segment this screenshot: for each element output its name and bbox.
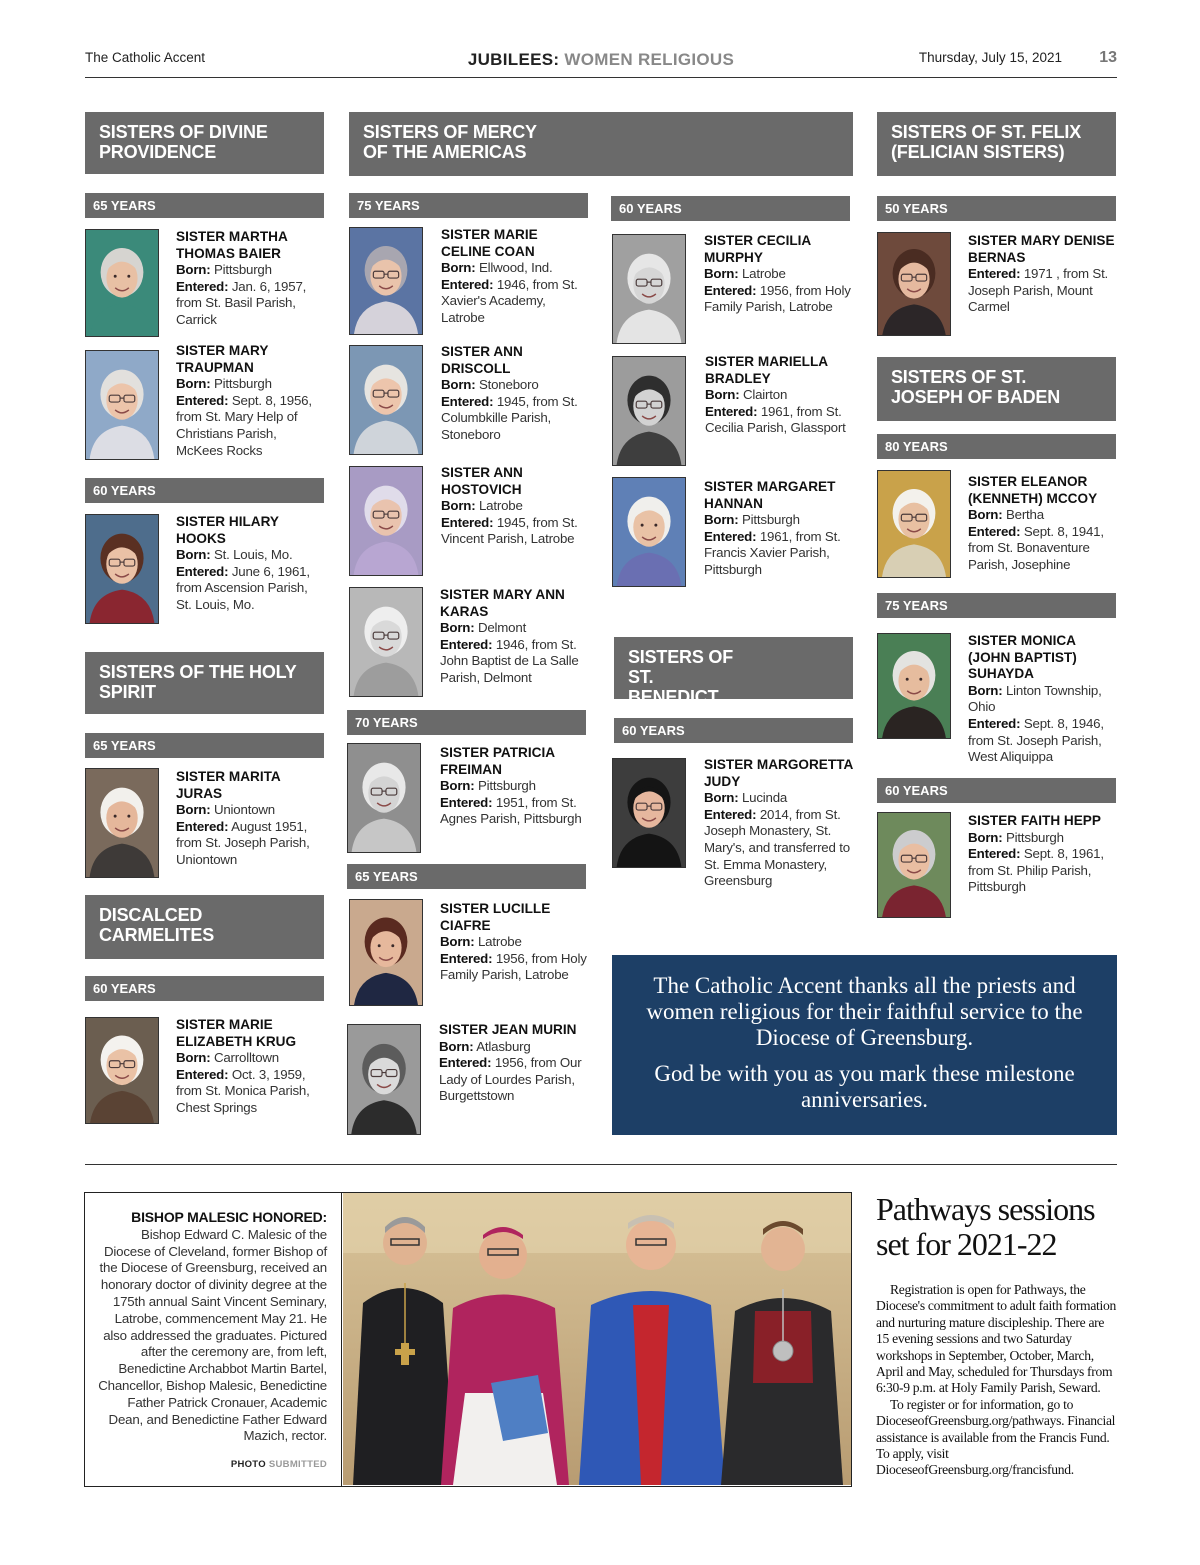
portrait-photo bbox=[612, 758, 686, 868]
sister-name: SISTER MARY DENISE BERNAS bbox=[968, 233, 1115, 265]
entered-detail: Sept. 8, 1946, from St. Joseph Parish, West Aliquippa bbox=[968, 715, 1104, 765]
jubilarian-entry: SISTER ELEANOR (KENNETH) MCCOY Born: Bertha Entered: Sept. 8, 1941, from St. Bonaventure Parish, Josephine bbox=[968, 474, 1118, 574]
jubilarian-entry: SISTER PATRICIA FREIMAN Born: Pittsburgh Entered: 1951, from St. Agnes Parish, Pittsburgh bbox=[440, 745, 590, 828]
blessing-text: God be with you as you mark these milestone anniversaries. bbox=[654, 1061, 1075, 1112]
years-bar: 65 YEARS bbox=[85, 733, 324, 758]
pathways-article bbox=[876, 1192, 1118, 1479]
portrait-illustration bbox=[613, 235, 685, 343]
portrait-photo bbox=[349, 345, 423, 455]
years-bar: 60 YEARS bbox=[611, 196, 850, 221]
jubilarian-entry: SISTER LUCILLE CIAFRE Born: Latrobe Entered: 1956, from Holy Family Parish, Latrobe bbox=[440, 901, 590, 984]
portrait-illustration bbox=[613, 357, 685, 465]
congregation-header: SISTERS OF ST. FELIX (FELICIAN SISTERS) bbox=[877, 112, 1116, 176]
portrait-photo bbox=[85, 1017, 159, 1124]
years-bar: 50 YEARS bbox=[877, 196, 1116, 221]
jubilarian-entry: SISTER MARY ANN KARAS Born: Delmont Entered: 1946, from St. John Baptist de La Salle Parish, Delmont bbox=[440, 587, 590, 687]
birthplace: Pittsburgh bbox=[213, 376, 272, 392]
jubilarian-entry: SISTER MARIELLA BRADLEY Born: Clairton Entered: 1961, from St. Cecilia Parish, Glassport bbox=[705, 354, 855, 437]
jubilarian-entry: SISTER MARGARET HANNAN Born: Pittsburgh Entered: 1961, from St. Francis Xavier Parish, Pittsburgh bbox=[704, 479, 854, 579]
congregation-header: SISTERS OF ST. BENEDICT bbox=[614, 637, 853, 699]
entered-detail: Sept. 8, 1941, from St. Bonaventure Parish, Josephine bbox=[968, 523, 1104, 572]
entered-detail: 1956, from Holy Family Parish, Latrobe bbox=[440, 950, 587, 983]
jubilarian-entry: SISTER MARY DENISE BERNAS Entered: 1971 , from St. Joseph Parish, Mount Carmel bbox=[968, 233, 1118, 316]
issue-date: Thursday, July 15, 2021 bbox=[918, 50, 1062, 65]
jubilarian-entry: SISTER MARIE CELINE COAN Born: Ellwood, Ind. Entered: 1946, from St. Xavier's Academy, Latrobe bbox=[441, 227, 591, 327]
portrait-photo bbox=[877, 232, 951, 336]
sister-name: SISTER MONICA (JOHN BAPTIST) SUHAYDA bbox=[968, 633, 1077, 682]
portrait-illustration bbox=[350, 467, 422, 575]
entered-detail: 1956, from Holy Family Parish, Latrobe bbox=[704, 282, 851, 315]
birthplace: Pittsburgh bbox=[477, 778, 536, 794]
jubilarian-entry: SISTER MARTHA THOMAS BAIER Born: Pittsburgh Entered: Jan. 6, 1957, from St. Basil Parish, Carrick bbox=[176, 229, 326, 329]
portrait-photo bbox=[349, 587, 423, 697]
birthplace: St. Louis, Mo. bbox=[213, 547, 293, 563]
sister-name: SISTER MARIELLA BRADLEY bbox=[705, 354, 828, 386]
years-bar: 60 YEARS bbox=[877, 778, 1116, 803]
sister-name: SISTER JEAN MURIN bbox=[439, 1022, 577, 1037]
portrait-illustration bbox=[613, 759, 685, 867]
portrait-photo bbox=[85, 229, 159, 337]
jubilarian-entry: SISTER MONICA (JOHN BAPTIST) SUHAYDA Born: Linton Township, Ohio Entered: Sept. 8, 1946, from St. Joseph Parish, West Aliquippa bbox=[968, 633, 1118, 766]
article-paragraph: To register or for information, go to DioceseofGreensburg.org/pathways. Financial assistance is available from the Francis Fund. To apply, visit DioceseofGreensburg.org/francisfund. bbox=[876, 1396, 1116, 1478]
portrait-illustration bbox=[350, 346, 422, 454]
years-bar: 60 YEARS bbox=[85, 976, 324, 1001]
jubilarian-entry: SISTER FAITH HEPP Born: Pittsburgh Entered: Sept. 8, 1961, from St. Philip Parish, Pittsburgh bbox=[968, 813, 1118, 896]
sister-name: SISTER LUCILLE CIAFRE bbox=[440, 901, 551, 933]
birthplace: Atlasburg bbox=[476, 1038, 531, 1054]
entered-detail: 1946, from St. John Baptist de La Salle Parish, Delmont bbox=[440, 636, 579, 685]
article-body bbox=[876, 1282, 1118, 1479]
sister-name: SISTER ANN HOSTOVICH bbox=[441, 465, 523, 497]
paper-name: The Catholic Accent bbox=[85, 50, 206, 65]
portrait-photo bbox=[85, 768, 159, 878]
birthplace: Ellwood, Ind. bbox=[478, 260, 553, 276]
birthplace: Delmont bbox=[477, 620, 527, 636]
portrait-illustration bbox=[348, 1025, 420, 1134]
portrait-illustration bbox=[86, 351, 158, 459]
caption-headline: BISHOP MALESIC HONORED: bbox=[131, 1209, 327, 1225]
portrait-illustration bbox=[86, 515, 158, 623]
birthplace: Pittsburgh bbox=[1005, 829, 1064, 845]
sister-name: SISTER MARGORETTA JUDY bbox=[704, 757, 853, 789]
birthplace: Linton Township, Ohio bbox=[968, 682, 1102, 715]
portrait-illustration bbox=[878, 813, 950, 917]
portrait-photo bbox=[612, 234, 686, 344]
portrait-illustration bbox=[86, 769, 158, 877]
years-bar: 65 YEARS bbox=[347, 864, 586, 889]
years-bar: 65 YEARS bbox=[85, 193, 324, 218]
entered-detail: 1956, from Our Lady of Lourdes Parish, Burgettstown bbox=[439, 1055, 582, 1104]
portrait-illustration bbox=[86, 1018, 158, 1123]
portrait-illustration bbox=[348, 744, 420, 852]
page-number: 13 bbox=[1099, 49, 1117, 66]
portrait-photo bbox=[877, 812, 951, 918]
entered-detail: Jan. 6, 1957, from St. Basil Parish, Carrick bbox=[176, 278, 307, 327]
birthplace: Carrolltown bbox=[213, 1050, 279, 1066]
jubilarian-entry: SISTER MARY TRAUPMAN Born: Pittsburgh Entered: Sept. 8, 1956, from St. Mary Help of Christians Parish, McKees Rocks bbox=[176, 343, 326, 459]
birthplace: Lucinda bbox=[741, 790, 788, 806]
masthead bbox=[85, 48, 1117, 78]
photo-credit: PHOTO SUBMITTED bbox=[230, 1459, 327, 1471]
entered-detail: June 6, 1961, from Ascension Parish, St. Louis, Mo. bbox=[176, 563, 310, 612]
congregation-header: SISTERS OF THE HOLY SPIRIT bbox=[85, 652, 324, 714]
birthplace: Latrobe bbox=[741, 266, 786, 282]
birthplace: Clairton bbox=[742, 387, 788, 403]
portrait-photo bbox=[347, 1024, 421, 1135]
birthplace: Pittsburgh bbox=[741, 512, 800, 528]
portrait-illustration bbox=[878, 233, 950, 335]
sister-name: SISTER MARY ANN KARAS bbox=[440, 587, 565, 619]
bishop-feature bbox=[84, 1192, 852, 1487]
entered-detail: 1961, from St. Francis Xavier Parish, Pittsburgh bbox=[704, 528, 841, 577]
entered-detail: 1951, from St. Agnes Parish, Pittsburgh bbox=[440, 794, 582, 827]
section-divider bbox=[85, 1164, 1117, 1165]
portrait-photo bbox=[349, 466, 423, 576]
entered-detail: Sept. 8, 1956, from St. Mary Help of Christians Parish, McKees Rocks bbox=[176, 392, 312, 458]
sister-name: SISTER MARGARET HANNAN bbox=[704, 479, 836, 511]
sister-name: SISTER MARTHA THOMAS BAIER bbox=[176, 229, 288, 261]
jubilarian-entry: SISTER JEAN MURIN Born: Atlasburg Entered: 1956, from Our Lady of Lourdes Parish, Burgettstown bbox=[439, 1022, 589, 1105]
portrait-photo bbox=[349, 899, 423, 1006]
years-bar: 60 YEARS bbox=[614, 718, 853, 743]
entered-detail: 1946, from St. Xavier's Academy, Latrobe bbox=[441, 276, 578, 325]
photo-caption bbox=[85, 1193, 342, 1486]
sister-name: SISTER CECILIA MURPHY bbox=[704, 233, 811, 265]
birthplace: Latrobe bbox=[477, 934, 522, 950]
portrait-illustration bbox=[878, 471, 950, 577]
portrait-photo bbox=[612, 356, 686, 466]
portrait-photo bbox=[349, 227, 423, 335]
years-bar: 60 YEARS bbox=[85, 478, 324, 503]
birthplace: Bertha bbox=[1005, 507, 1044, 523]
portrait-photo bbox=[85, 514, 159, 624]
portrait-illustration bbox=[878, 634, 950, 738]
article-paragraph: Registration is open for Pathways, the Diocese's commitment to adult faith formation and nurturing mature discipleship. There are 15 evening sessions and two Saturday workshops in September, October, March, April and May, scheduled for Thursdays from 6:30-9 p.m. at Holy Family Parish, Seward. bbox=[876, 1282, 1116, 1396]
sister-name: SISTER MARIE ELIZABETH KRUG bbox=[176, 1017, 297, 1049]
birthplace: Latrobe bbox=[478, 498, 523, 514]
group-photo bbox=[343, 1193, 851, 1485]
section-title: JUBILEES: WOMEN RELIGIOUS bbox=[467, 50, 735, 69]
portrait-photo bbox=[612, 477, 686, 587]
portrait-illustration bbox=[350, 900, 422, 1005]
entered-detail: 1961, from St. Cecilia Parish, Glassport bbox=[705, 403, 846, 436]
portrait-photo bbox=[85, 350, 159, 460]
years-bar: 75 YEARS bbox=[877, 593, 1116, 618]
jubilarian-entry: SISTER MARIE ELIZABETH KRUG Born: Carrolltown Entered: Oct. 3, 1959, from St. Monica Parish, Chest Springs bbox=[176, 1017, 326, 1117]
jubilarian-entry: SISTER ANN DRISCOLL Born: Stoneboro Entered: 1945, from St. Columbkille Parish, Stoneboro bbox=[441, 344, 591, 444]
sister-name: SISTER MARY TRAUPMAN bbox=[176, 343, 269, 375]
group-photo-illustration bbox=[343, 1193, 851, 1485]
sister-name: SISTER PATRICIA FREIMAN bbox=[440, 745, 555, 777]
thank-you-text: The Catholic Accent thanks all the priests and women religious for their faithful service to the Diocese of Greensburg. bbox=[646, 973, 1083, 1050]
years-bar: 70 YEARS bbox=[347, 710, 586, 735]
jubilarian-entry: SISTER ANN HOSTOVICH Born: Latrobe Entered: 1945, from St. Vincent Parish, Latrobe bbox=[441, 465, 591, 548]
sister-name: SISTER HILARY HOOKS bbox=[176, 514, 279, 546]
sister-name: SISTER ELEANOR (KENNETH) MCCOY bbox=[968, 474, 1098, 506]
jubilarian-entry: SISTER MARITA JURAS Born: Uniontown Entered: August 1951, from St. Joseph Parish, Uniontown bbox=[176, 769, 326, 869]
birthplace: Stoneboro bbox=[478, 377, 539, 393]
portrait-photo bbox=[877, 470, 951, 578]
congregation-header: SISTERS OF MERCY OF THE AMERICAS bbox=[349, 112, 853, 176]
jubilarian-entry: SISTER MARGORETTA JUDY Born: Lucinda Entered: 2014, from St. Joseph Monastery, St. Mary's, and transferred to St. Emma Monastery, Greensburg bbox=[704, 757, 853, 889]
congregation-header: SISTERS OF DIVINE PROVIDENCE bbox=[85, 112, 324, 174]
thank-you-panel bbox=[612, 955, 1117, 1135]
portrait-illustration bbox=[350, 228, 422, 334]
portrait-illustration bbox=[350, 588, 422, 696]
congregation-header: SISTERS OF ST. JOSEPH OF BADEN bbox=[877, 357, 1116, 421]
years-bar: 80 YEARS bbox=[877, 434, 1116, 459]
birthplace: Uniontown bbox=[213, 802, 275, 818]
portrait-illustration bbox=[86, 230, 158, 336]
entered-detail: 1945, from St. Vincent Parish, Latrobe bbox=[441, 514, 578, 547]
portrait-photo bbox=[347, 743, 421, 853]
entered-detail: Oct. 3, 1959, from St. Monica Parish, Chest Springs bbox=[176, 1066, 310, 1115]
article-headline: Pathways sessions set for 2021-22 bbox=[876, 1191, 1095, 1262]
entered-detail: August 1951, from St. Joseph Parish, Uniontown bbox=[176, 818, 310, 867]
jubilarian-entry: SISTER CECILIA MURPHY Born: Latrobe Entered: 1956, from Holy Family Parish, Latrobe bbox=[704, 233, 854, 316]
sister-name: SISTER FAITH HEPP bbox=[968, 813, 1101, 828]
entered-detail: Sept. 8, 1961, from St. Philip Parish, Pittsburgh bbox=[968, 846, 1104, 895]
years-bar: 75 YEARS bbox=[349, 193, 588, 218]
entered-detail: 2014, from St. Joseph Monastery, St. Mary's, and transferred to St. Emma Monastery, Greensburg bbox=[704, 806, 850, 889]
caption-text: Bishop Edward C. Malesic of the Diocese of Cleveland, former Bishop of the Diocese of Greensburg, received an honorary doctor of divinity degree at the 175th annual Saint Vincent Seminary, Latrobe, commencement May 21. He also addressed the graduates. Pictured after the ceremony are, from left, Benedictine Archabbot Martin Bartel, Chancellor, Bishop Malesic, Benedictine Father Patrick Cronauer, Academic Dean, and Benedictine Father Edward Mazich, rector. bbox=[98, 1226, 327, 1444]
congregation-header: DISCALCED CARMELITES bbox=[85, 895, 324, 959]
sister-name: SISTER MARITA JURAS bbox=[176, 769, 281, 801]
portrait-photo bbox=[877, 633, 951, 739]
entered-detail: 1945, from St. Columbkille Parish, Stoneboro bbox=[441, 393, 578, 442]
portrait-illustration bbox=[613, 478, 685, 586]
entered-detail: 1971 , from St. Joseph Parish, Mount Carmel bbox=[968, 266, 1109, 315]
jubilarian-entry: SISTER HILARY HOOKS Born: St. Louis, Mo. Entered: June 6, 1961, from Ascension Parish, St. Louis, Mo. bbox=[176, 514, 326, 614]
sister-name: SISTER ANN DRISCOLL bbox=[441, 344, 523, 376]
birthplace: Pittsburgh bbox=[213, 262, 272, 278]
sister-name: SISTER MARIE CELINE COAN bbox=[441, 227, 538, 259]
